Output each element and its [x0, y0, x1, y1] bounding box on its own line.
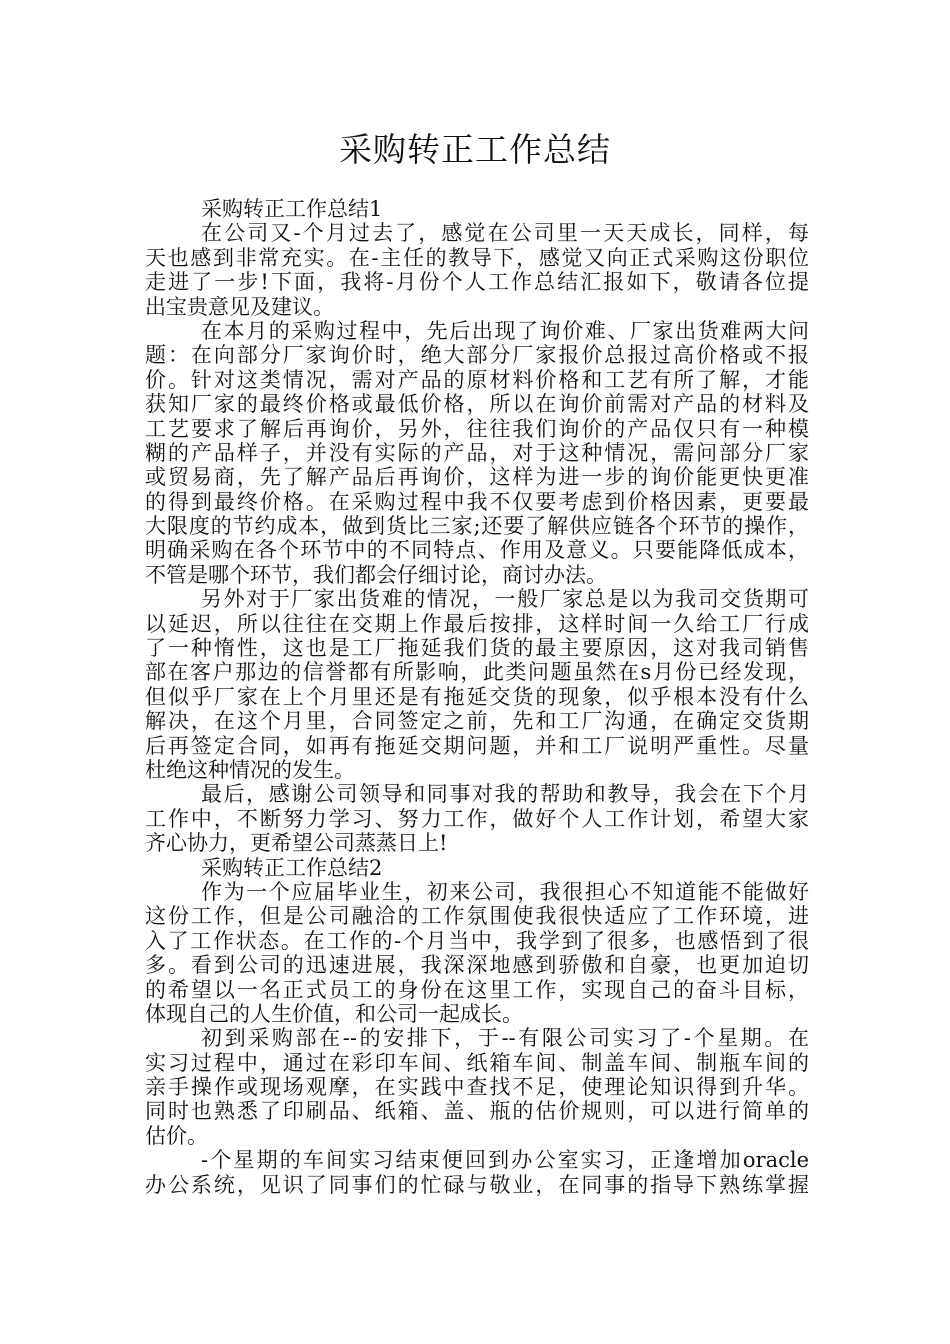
text-line: 了一种惰性，这也是工厂拖延我们货的最主要原因，这对我司销售 [145, 636, 809, 661]
text-line: 不管是哪个环节，我们都会仔细讨论，商讨办法。 [145, 562, 607, 587]
text-line: 明确采购在各个环节中的不同特点、作用及意义。只要能降低成本， [145, 538, 809, 563]
text-line: 这份工作，但是公司融洽的工作氛围使我很快适应了工作环境，进 [145, 904, 809, 929]
text-line: 工作中，不断努力学习、努力工作，做好个人工作计划，希望大家 [145, 806, 809, 831]
text-line: 在公司又-个月过去了，感觉在公司里一天天成长，同样，每 [201, 221, 809, 246]
text-line: 糊的产品样子，并没有实际的产品，对于这种情况，需问部分厂家 [145, 440, 809, 465]
text-line: 在本月的采购过程中，先后出现了询价难、厂家出货难两大问 [201, 318, 809, 343]
text-line: 最后，感谢公司领导和同事对我的帮助和教导，我会在下个月 [201, 782, 809, 807]
document-title: 采购转正工作总结 [339, 130, 611, 169]
text-line: 体现自己的人生价值，和公司一起成长。 [145, 1001, 523, 1026]
text-line: -个星期的车间实习结束便回到办公室实习，正逢增加oracle [201, 1148, 809, 1173]
text-line: 采购转正工作总结1 [201, 197, 383, 221]
text-line: 获知厂家的最终价格或最低价格，所以在询价前需对产品的材料及 [145, 392, 809, 417]
text-line: 多。看到公司的迅速进展，我深深地感到骄傲和自豪，也更加迫切 [145, 953, 809, 978]
text-line: 另外对于厂家出货难的情况，一般厂家总是以为我司交货期可 [201, 587, 809, 612]
text-line: 初到采购部在--的安排下，于--有限公司实习了-个星期。在 [201, 1026, 809, 1051]
text-line: 作为一个应届毕业生，初来公司，我很担心不知道能不能做好 [201, 879, 809, 904]
text-line: 同时也熟悉了印刷品、纸箱、盖、瓶的估价规则，可以进行简单的 [145, 1099, 809, 1124]
text-line: 但似乎厂家在上个月里还是有拖延交货的现象，似乎根本没有什么 [145, 684, 809, 709]
text-line: 部在客户那边的信誉都有所影响，此类问题虽然在s月份已经发现， [145, 660, 809, 685]
text-line: 工艺要求了解后再询价，另外，往往我们询价的产品仅只有一种模 [145, 416, 809, 441]
text-line: 入了工作状态。在工作的-个月当中，我学到了很多，也感悟到了很 [145, 928, 809, 953]
text-line: 采购转正工作总结2 [201, 855, 383, 880]
text-line: 的希望以一名正式员工的身份在这里工作，实现自己的奋斗目标， [145, 977, 809, 1002]
text-line: 后再签定合同，如再有拖延交期问题，并和工厂说明严重性。尽量 [145, 733, 809, 758]
text-line: 或贸易商，先了解产品后再询价，这样为进一步的询价能更快更准 [145, 465, 809, 490]
text-line: 天也感到非常充实。在-主任的教导下，感觉又向正式采购这份职位 [145, 245, 809, 270]
text-line: 齐心协力，更希望公司蒸蒸日上! [145, 831, 448, 856]
text-line: 办公系统，见识了同事们的忙碌与敬业，在同事的指导下熟练掌握 [145, 1172, 809, 1197]
text-line: 解决，在这个月里，合同签定之前，先和工厂沟通，在确定交货期 [145, 709, 809, 734]
text-line: 杜绝这种情况的发生。 [145, 757, 355, 782]
text-line: 实习过程中，通过在彩印车间、纸箱车间、制盖车间、制瓶车间的 [145, 1050, 809, 1075]
text-line: 估价。 [145, 1123, 208, 1148]
text-line: 亲手操作或现场观摩，在实践中查找不足，使理论知识得到升华。 [145, 1075, 809, 1100]
text-line: 题：在向部分厂家询价时，绝大部分厂家报价总报过高价格或不报 [145, 343, 809, 368]
text-line: 走进了一步!下面，我将-月份个人工作总结汇报如下，敬请各位提 [145, 270, 809, 295]
text-line: 价。针对这类情况，需对产品的原材料价格和工艺有所了解，才能 [145, 367, 809, 392]
text-line: 以延迟，所以往往在交期上作最后按排，这样时间一久给工厂行成 [145, 611, 809, 636]
text-line: 大限度的节约成本，做到货比三家;还要了解供应链各个环节的操作， [145, 514, 809, 539]
text-line: 出宝贵意见及建议。 [145, 294, 334, 319]
text-line: 的得到最终价格。在采购过程中我不仅要考虑到价格因素，更要最 [145, 489, 809, 514]
document-body [145, 197, 809, 1197]
